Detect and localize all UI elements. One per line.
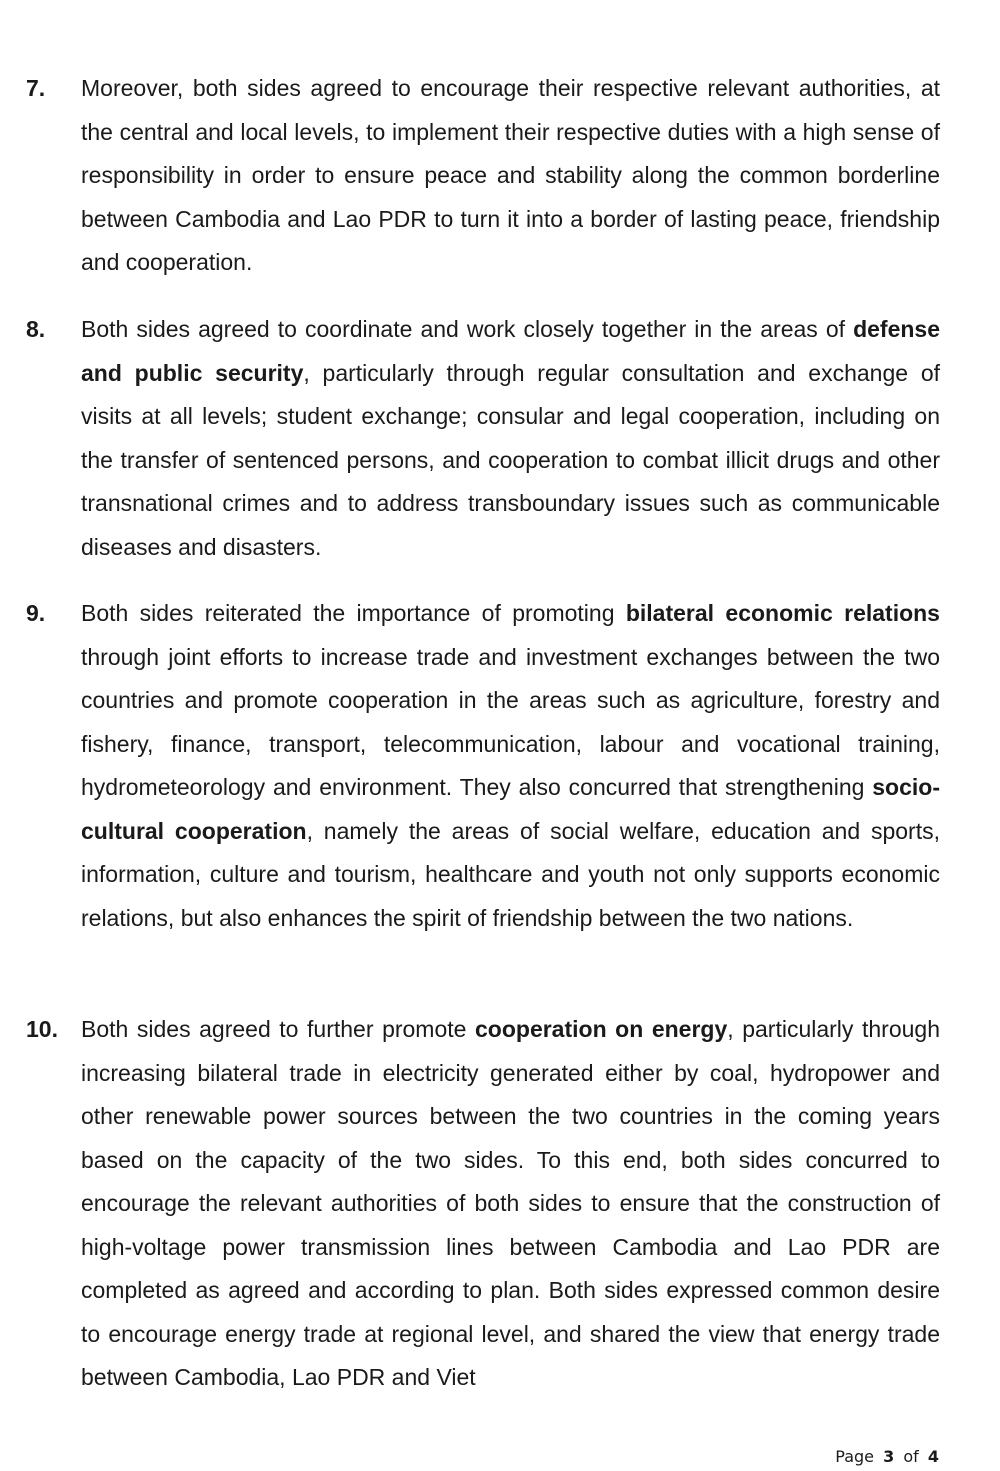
footer-page-word: Page [835, 1447, 875, 1466]
footer-current-page: 3 [883, 1447, 895, 1466]
text-run: Both sides agreed to coordinate and work closely together in the areas of [81, 316, 854, 342]
paragraph-8 [26, 308, 940, 569]
text-run: , particularly through regular consultation and exchange of visits at all levels; student exchange; consular and legal cooperation, including on the transfer of sentenced persons, and cooperation to combat illicit drugs and other transnational crimes and to address transboundary issues such as communicable diseases and disasters. [81, 359, 941, 560]
paragraph-text [81, 308, 940, 569]
paragraph-text [81, 67, 940, 285]
footer-of-word: of [903, 1447, 919, 1466]
text-run: through joint efforts to increase trade and investment exchanges between the two countries and promote cooperation in the areas such as agriculture, forestry and fishery, finance, transport, telecommunication, labour and vocational training, hydrometeorology and environment. They also concurred that strengthening [81, 643, 940, 800]
page-footer [835, 1447, 939, 1466]
paragraph-text [81, 592, 940, 940]
paragraph-number: 7. [26, 75, 46, 101]
bold-phrase: cooperation on energy [475, 1016, 728, 1042]
bold-phrase: socio-cultural cooperation [81, 774, 940, 844]
bold-phrase: defense and public security [81, 316, 940, 386]
paragraph-text [81, 1008, 940, 1400]
paragraph-10 [26, 1008, 940, 1400]
paragraph-9 [26, 592, 940, 940]
bold-phrase: bilateral economic relations [625, 600, 940, 626]
text-run: , particularly through increasing bilateral trade in electricity generated either by coal, hydropower and other renewable power sources between the two countries in the coming years based on the capacity of the two sides. To this end, both sides concurred to encourage the relevant authorities of both sides to ensure that the construction of high-voltage power transmission lines between Cambodia and Lao PDR are completed as agreed and according to plan. Both sides expressed common desire to encourage energy trade at regional level, and shared the view that energy trade between Cambodia, Lao PDR and Viet [81, 1016, 940, 1390]
text-run: Both sides agreed to further promote [81, 1016, 475, 1042]
text-run: Both sides reiterated the importance of promoting [81, 600, 626, 626]
paragraph-7 [26, 67, 940, 285]
paragraph-number: 9. [26, 600, 46, 626]
text-run: , namely the areas of social welfare, education and sports, information, culture and tourism, healthcare and youth not only supports economic relations, but also enhances the spirit of friendship between the two nations. [81, 817, 940, 931]
paragraph-number: 10. [26, 1016, 58, 1042]
paragraph-number: 8. [26, 316, 46, 342]
footer-total-pages: 4 [927, 1447, 939, 1466]
text-run: Moreover, both sides agreed to encourage their respective relevant authorities, at the central and local levels, to implement their respective duties with a high sense of responsibility in order to ensure peace and stability along the common borderline between Cambodia and Lao PDR to turn it into a border of lasting peace, friendship and cooperation. [81, 75, 940, 275]
